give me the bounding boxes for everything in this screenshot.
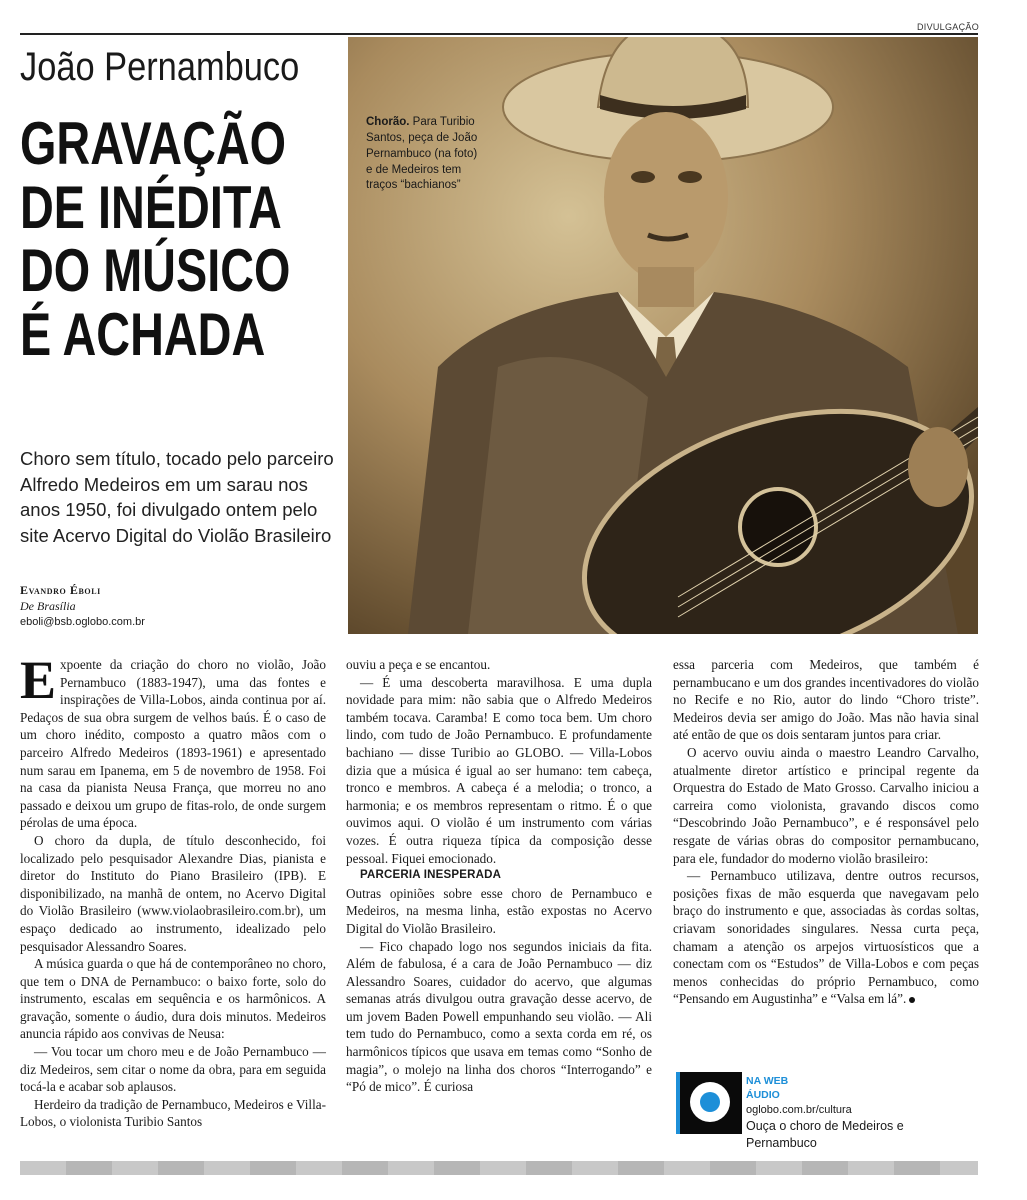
paragraph: O acervo ouviu ainda o maestro Leandro Carvalho, atualmente diretor artístico e principal regente da Orquestra do Estado de Mato Grosso. Carvalho iniciou a carreira como violonista, gravando discos como “Descobrindo João Pernambuco”, e é responsável pelo resgate de várias obras do compositor pernambucano, para ele, fundador do moderno violão brasileiro: <box>673 744 979 866</box>
section-subhead: PARCERIA INESPERADA <box>360 869 502 882</box>
headline-line-2: DE INÉDITA <box>20 173 282 241</box>
paragraph: — Vou tocar um choro meu e de João Pernambuco — diz Medeiros, sem citar o nome da obra, para em seguida tocá-la e acabar sob aplausos. <box>20 1044 326 1095</box>
na-web-box[interactable] <box>676 1072 976 1151</box>
drop-cap: E <box>20 650 57 710</box>
headline-line-4: É ACHADA <box>20 300 266 368</box>
byline-place: De Brasília <box>20 599 76 613</box>
paragraph: essa parceria com Medeiros, que também é pernambucano e um dos grandes incentivadores do violão no Recife e no Rio, autor do lindo “Choro triste”. Medeiros devia ser amigo do João. Mas não havia sinal até então de que os dois sentaram juntos para criar. <box>673 657 979 743</box>
paragraph: A música guarda o que há de contemporâneo no choro, que tem o DNA de Pernambuco: o baixo forte, solo do instrumento, escalas em sequência e os harmônicos. A gravação, somente o áudio, dura dois minutos. Medeiros anuncia rápido aos convivas de Neusa: <box>20 956 326 1042</box>
headline-line-3: DO MÚSICO <box>20 237 291 305</box>
byline-email[interactable]: eboli@bsb.oglobo.com.br <box>20 616 145 628</box>
audio-logo-icon <box>676 1072 742 1134</box>
byline-author: Evandro Éboli <box>20 583 101 597</box>
end-mark-icon <box>909 997 915 1003</box>
paragraph <box>20 650 326 832</box>
na-web-text <box>746 1074 976 1153</box>
caption-lead: Chorão. <box>366 116 410 128</box>
na-web-description: Ouça o choro de Medeiros e Pernambuco <box>746 1119 904 1151</box>
headline <box>20 110 291 368</box>
photo-credit: DIVULGAÇÃO <box>916 22 979 32</box>
photo-caption <box>366 115 481 194</box>
article-dek: Choro sem título, tocado pelo parceiro Alfredo Medeiros em um sarau nos anos 1950, foi divulgado ontem pelo site Acervo Digital do Violão Brasileiro <box>20 448 334 546</box>
paragraph-text: xpoente da criação do choro no violão, João Pernambuco (1883-1947), uma das fontes e inspirações de Villa-Lobos, ainda continua por aí. Pedaços de sua obra surgem de velhos baús. É o caso de um choro inédito, composto a quatro mãos com o parceiro Alfredo Medeiros (1893-1961) e apresentado num sarau em Ipanema, em 5 de novembro de 1958. Foi na casa da pianista Neusa França, que morreu no ano passado e deixou um grupo de fitas-rolo, de onde surgem pérolas de uma época. <box>20 657 326 831</box>
paragraph-text: — Pernambuco utilizava, dentre outros recursos, posições fixas de mão esquerda que navegavam pelo braço do instrumento e que, associadas às cordas soltas, criavam sonoridades singulares. Nessa curta peça, chamam a atenção os arpejos virtuosísticos que a conectam com os “Estudos” de Villa-Lobos e com peças menos conhecidas do próprio Pernambuco, como “Pensando em Augustinha” e “Valsa em lá”. <box>673 868 979 1007</box>
headline-line-1: GRAVAÇÃO <box>20 110 287 177</box>
paragraph: O choro da dupla, de título desconhecido, foi localizado pelo pesquisador Alexandre Dias, pianista e diretor do Instituto do Piano Brasileiro (IPB). E disponibilizado, na manhã de ontem, no Acervo Digital do Violão Brasileiro (www.violaobrasileiro.com.br), um espaço dedicado ao instrumento, idealizado pelo pesquisador Alessandro Soares. <box>20 832 326 954</box>
text-column-1 <box>20 650 326 1131</box>
na-web-label: NA WEB <box>746 1075 789 1087</box>
paragraph: Outras opiniões sobre esse choro de Pernambuco e Medeiros, na mesma linha, estão expostas no Acervo Digital do Violão Brasileiro. <box>346 885 652 936</box>
bottom-decorative-bar <box>20 1161 978 1175</box>
caption-text: Para Turibio Santos, peça de João Pernambuco (na foto) e de Medeiros tem traços “bachianos” <box>366 116 478 192</box>
paragraph: — É uma descoberta maravilhosa. E uma dupla novidade para mim: não sabia que o Alfredo Medeiros também tocava. Caramba! E como toca bem. Um choro lindo, com tudo de João Pernambuco. E profundamente bachiano — disse Turibio ao GLOBO. — Villa-Lobos dizia que a música é igual ao ser humano: tem cabeça, tronco e membros. A cabeça é a melodia; o tronco, a harmonia; e os membros representam o ritmo. É o que ouvimos aqui. O violão é um instrumento com várias vozes. É outra riqueza típica da composição desse pessoal. Fiquei emocionado. <box>346 674 652 866</box>
paragraph <box>673 867 979 1008</box>
logo-dot <box>700 1092 720 1112</box>
paragraph: ouviu a peça e se encantou. <box>346 657 491 672</box>
article-kicker: João Pernambuco <box>20 45 300 89</box>
paragraph: — Fico chapado logo nos segundos iniciais da fita. Além de fabulosa, é a cara de João Pernambuco — diz Alessandro Soares, cuidador do acervo, que algumas semanas atrás divulgou outra gravação desse acervo, de um jovem Baden Powell empunhando seu violão. — Ali tem tudo do Pernambuco, como a sexta corda em ré, os harmônicos típicos que usava em temas como “Sonho de magia”, o molejo na linha dos choros “Interrogando” e “Pó de mico”. É curiosa <box>346 938 652 1095</box>
top-rule <box>20 33 978 35</box>
paragraph: Herdeiro da tradição de Pernambuco, Medeiros e Villa-Lobos, o violonista Turibio Santos <box>20 1096 326 1130</box>
na-web-sublabel: ÁUDIO <box>746 1089 780 1102</box>
byline <box>20 583 340 628</box>
na-web-url[interactable]: oglobo.com.br/cultura <box>746 1103 852 1116</box>
text-column-2 <box>346 656 652 1096</box>
text-column-3 <box>673 656 979 1008</box>
